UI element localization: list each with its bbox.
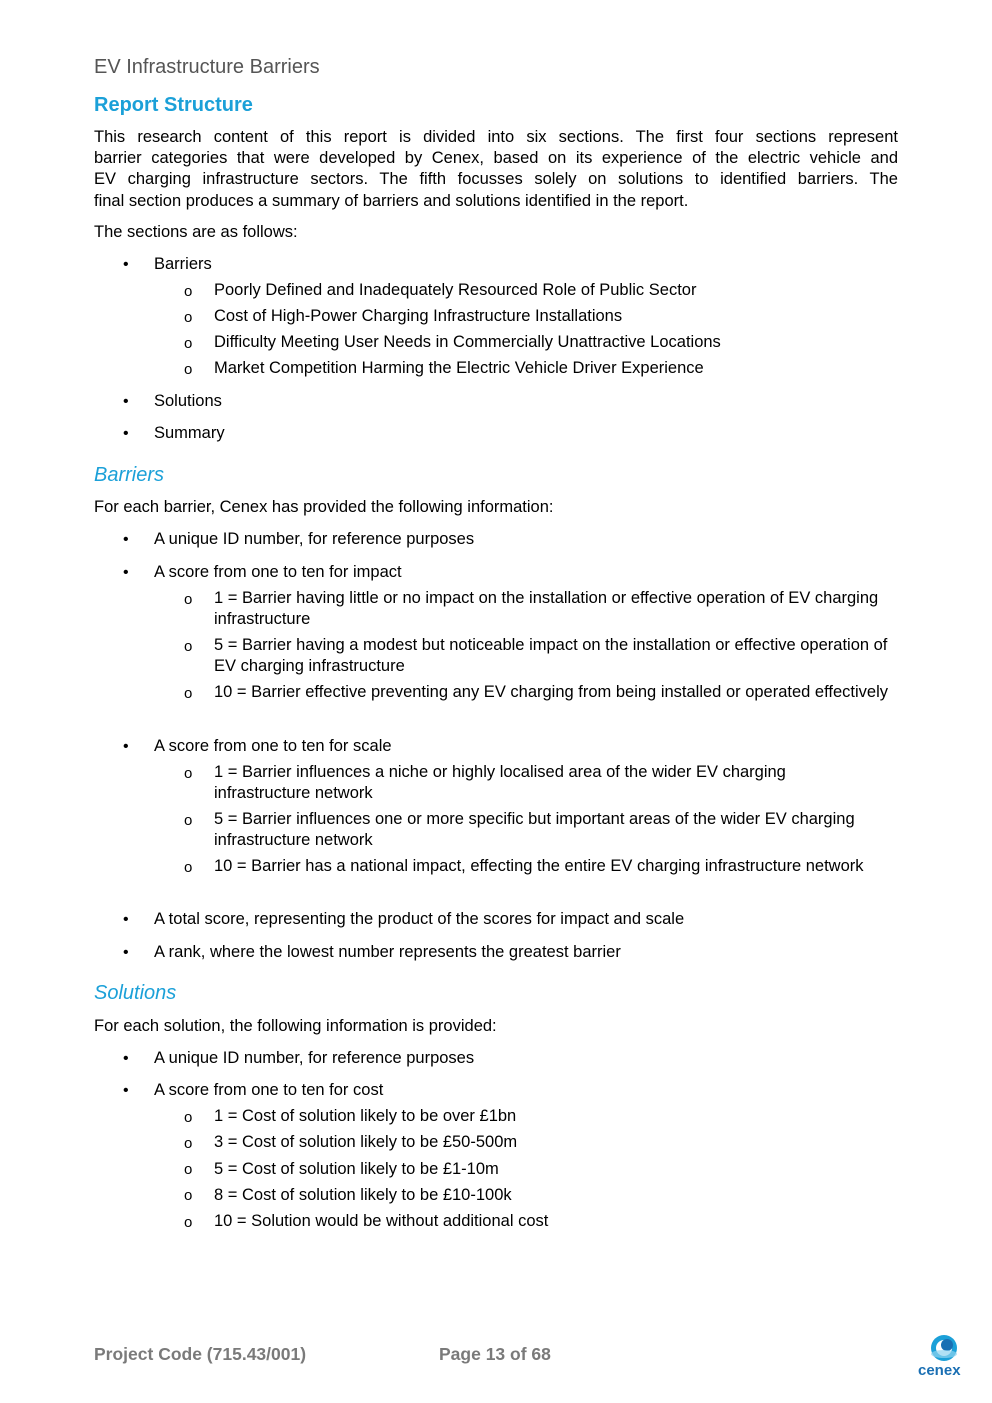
footer-project-code: Project Code (715.43/001) — [94, 1344, 307, 1364]
intro-line: EV charging infrastructure sectors. The fifth focusses solely on solutions to identified barriers. The — [94, 170, 898, 188]
solutions-intro: For each solution, the following information is provided: — [94, 1017, 497, 1035]
bullet-icon: • — [123, 738, 129, 755]
list-item: 1 = Barrier having little or no impact on the installation or effective operation of EV charging infrastructure — [214, 589, 879, 628]
list-item: Solutions — [154, 392, 222, 410]
list-item: A score from one to ten for impact — [154, 563, 402, 581]
list-item: A score from one to ten for cost — [154, 1081, 384, 1099]
bullet-icon: • — [123, 911, 129, 928]
list-item: A rank, where the lowest number represents the greatest barrier — [154, 943, 621, 961]
intro-line: barrier categories that were developed by Cenex, based on its experience of the electric vehicle and — [94, 149, 898, 167]
list-item: 5 = Barrier influences one or more specific but important areas of the wider EV charging infrastructure network — [214, 810, 855, 849]
list-item: 10 = Barrier effective preventing any EV charging from being installed or operated effectively — [214, 683, 888, 701]
list-item: A unique ID number, for reference purposes — [154, 530, 475, 548]
list-item: Poorly Defined and Inadequately Resourced Role of Public Sector — [214, 281, 697, 299]
list-item: 3 = Cost of solution likely to be £50-500m — [214, 1133, 518, 1151]
circle-bullet-icon: o — [184, 591, 193, 608]
subheading-solutions: Solutions — [94, 982, 177, 1004]
list-item: Barriers — [154, 255, 212, 273]
intro-line: final section produces a summary of barriers and solutions identified in the report. — [94, 192, 689, 210]
list-item: Market Competition Harming the Electric Vehicle Driver Experience — [214, 359, 704, 377]
list-item: Cost of High-Power Charging Infrastructure Installations — [214, 307, 623, 325]
circle-bullet-icon: o — [184, 685, 193, 702]
list-item: 1 = Barrier influences a niche or highly localised area of the wider EV charging infrastructure network — [214, 763, 786, 802]
logo-text: cenex — [918, 1362, 961, 1379]
list-item: A unique ID number, for reference purposes — [154, 1049, 475, 1067]
list-item: A total score, representing the product of the scores for impact and scale — [154, 910, 685, 928]
list-item: 8 = Cost of solution likely to be £10-100k — [214, 1186, 512, 1204]
list-item: 1 = Cost of solution likely to be over £1bn — [214, 1107, 517, 1125]
circle-bullet-icon: o — [184, 1214, 193, 1231]
circle-bullet-icon: o — [184, 335, 193, 352]
list-item: 10 = Solution would be without additional cost — [214, 1212, 549, 1230]
circle-bullet-icon: o — [184, 1161, 193, 1178]
circle-bullet-icon: o — [184, 1109, 193, 1126]
bullet-icon: • — [123, 944, 129, 961]
bullet-icon: • — [123, 393, 129, 410]
subheading-barriers: Barriers — [94, 464, 165, 486]
footer-page-number: Page 13 of 68 — [439, 1344, 551, 1364]
list-item: Difficulty Meeting User Needs in Commercially Unattractive Locations — [214, 333, 721, 351]
bullet-icon: • — [123, 564, 129, 581]
circle-bullet-icon: o — [184, 309, 193, 326]
list-item: A score from one to ten for scale — [154, 737, 392, 755]
bullet-icon: • — [123, 531, 129, 548]
list-item: 5 = Barrier having a modest but noticeable impact on the installation or effective operation of EV charging infrastructure — [214, 636, 888, 675]
list-item: 5 = Cost of solution likely to be £1-10m — [214, 1160, 499, 1178]
circle-bullet-icon: o — [184, 859, 193, 876]
list-item: Summary — [154, 424, 225, 442]
bullet-icon: • — [123, 1050, 129, 1067]
list-item: 10 = Barrier has a national impact, effecting the entire EV charging infrastructure network — [214, 857, 864, 875]
circle-bullet-icon: o — [184, 1187, 193, 1204]
circle-bullet-icon: o — [184, 638, 193, 655]
bullet-icon: • — [123, 256, 129, 273]
barriers-intro: For each barrier, Cenex has provided the following information: — [94, 498, 554, 516]
bullet-icon: • — [123, 1082, 129, 1099]
sections-intro: The sections are as follows: — [94, 223, 298, 241]
circle-bullet-icon: o — [184, 1135, 193, 1152]
circle-bullet-icon: o — [184, 283, 193, 300]
circle-bullet-icon: o — [184, 812, 193, 829]
section-heading-report-structure: Report Structure — [94, 94, 253, 116]
running-header: EV Infrastructure Barriers — [94, 56, 320, 78]
circle-bullet-icon: o — [184, 361, 193, 378]
circle-bullet-icon: o — [184, 765, 193, 782]
bullet-icon: • — [123, 425, 129, 442]
intro-line: This research content of this report is divided into six sections. The first four sections represent — [94, 128, 898, 146]
